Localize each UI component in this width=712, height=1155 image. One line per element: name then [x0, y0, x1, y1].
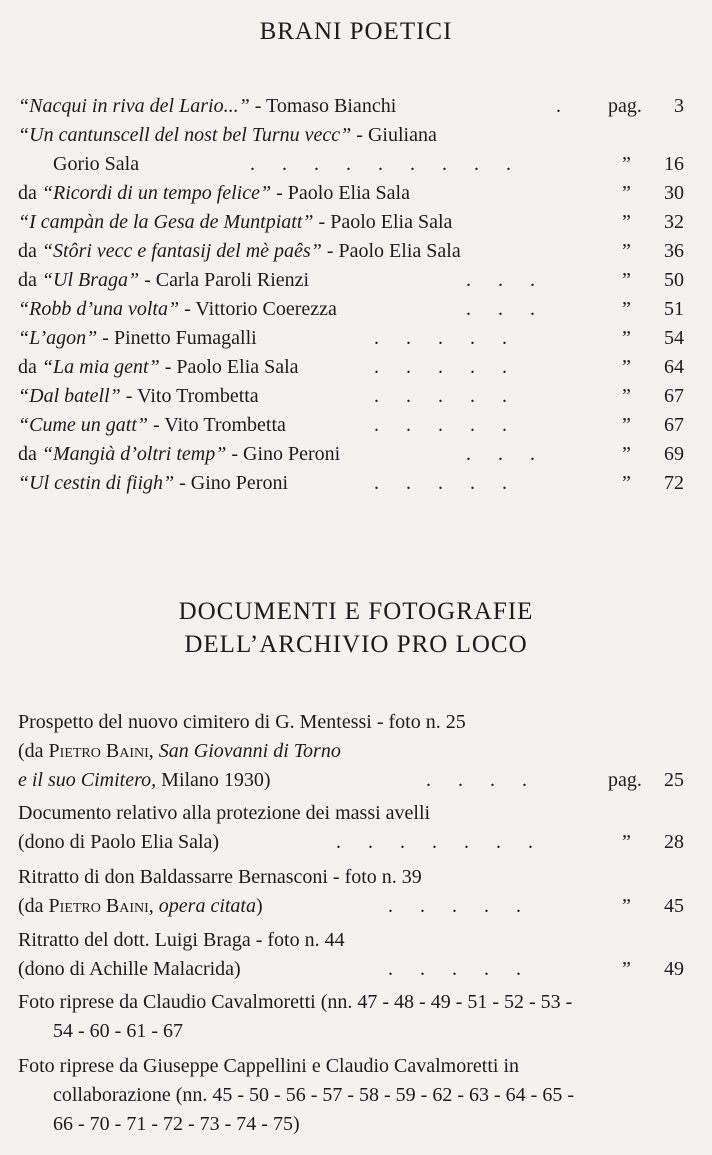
list-item	[18, 440, 684, 468]
document-description: Documento relativo alla protezione dei massi avelli	[18, 802, 431, 824]
document-entry-continuation: (da Pietro Baini, opera citata) . . . . . ” 45	[18, 892, 684, 920]
author-name: Pietro Baini	[48, 895, 149, 917]
poem-author: - Paolo Elia Sala	[321, 240, 461, 262]
ditto-mark: ”	[622, 327, 631, 349]
poem-title: “L’agon”	[18, 327, 98, 349]
book-title: San Giovanni di Torno	[158, 740, 341, 762]
poem-author: - Paolo Elia Sala	[313, 211, 453, 233]
poem-title: “Robb d’una volta”	[18, 298, 180, 320]
poem-author-continued: Gorio Sala	[53, 153, 140, 175]
leader-dots: . . .	[466, 298, 535, 320]
document-entry-continuation	[18, 1017, 684, 1045]
ditto-mark: ”	[622, 269, 631, 291]
photo-numbers: 54 - 60 - 61 - 67	[53, 1020, 183, 1042]
page-number: 30	[664, 182, 684, 204]
author-name: Pietro Baini	[48, 740, 149, 762]
leader-dots: . . .	[466, 443, 535, 465]
document-description: Ritratto di don Baldassarre Bernasconi - foto n. 39	[18, 866, 422, 888]
poem-title: “Ricordi di un tempo felice”	[41, 182, 272, 204]
ditto-mark: ”	[622, 356, 631, 378]
poem-title: “Un cantunscell del nost bel Turnu vecc”	[18, 124, 352, 146]
ditto-mark: ”	[622, 414, 631, 436]
page-label: pag.	[608, 769, 642, 791]
ditto-mark: ”	[622, 472, 631, 494]
leader-dots: . . . . .	[374, 356, 507, 378]
document-entry-continuation	[18, 1081, 684, 1109]
da-prefix: da	[18, 443, 42, 465]
list-item	[18, 295, 684, 323]
poem-title: “Ul Braga”	[41, 269, 140, 291]
list-item	[18, 353, 684, 381]
page-number: 45	[664, 895, 684, 917]
ditto-mark: ”	[622, 831, 631, 853]
book-title: e il suo Cimitero,	[18, 769, 157, 791]
ditto-mark: ”	[622, 958, 631, 980]
ditto-mark: ”	[622, 182, 631, 204]
poem-author: - Giuliana	[351, 124, 437, 146]
ditto-mark: ”	[622, 240, 631, 262]
document-entry-continuation	[18, 828, 684, 856]
leader-dots: . . . . . . . . .	[250, 153, 511, 175]
section-title-documenti-line1: DOCUMENTI E FOTOGRAFIE	[178, 598, 534, 625]
leader-dots: . . . .	[426, 769, 527, 791]
page-number: 54	[664, 327, 684, 349]
page-number: 51	[664, 298, 684, 320]
leader-dots: . . . . .	[374, 327, 507, 349]
list-item	[18, 121, 684, 149]
book-title: opera citata	[158, 895, 256, 917]
document-entry	[18, 799, 684, 827]
list-item	[18, 324, 684, 352]
list-item-continuation	[18, 150, 684, 178]
photo-numbers: collaborazione (nn. 45 - 50 - 56 - 57 - 58 - 59 - 62 - 63 - 64 - 65 -	[53, 1084, 574, 1106]
poem-author: - Carla Paroli Rienzi	[139, 269, 310, 291]
leader-dots: . . . . .	[374, 414, 507, 436]
document-description: Foto riprese da Giuseppe Cappellini e Claudio Cavalmoretti in	[18, 1055, 520, 1077]
poem-author: - Gino Peroni	[226, 443, 341, 465]
leader-dots: . . . . .	[374, 472, 507, 494]
ditto-mark: ”	[622, 385, 631, 407]
document-entry	[18, 863, 684, 891]
poem-title: “Mangià d’oltri temp”	[41, 443, 227, 465]
document-description: Foto riprese da Claudio Cavalmoretti (nn. 47 - 48 - 49 - 51 - 52 - 53 -	[18, 991, 573, 1013]
da-prefix: da	[18, 240, 42, 262]
page-number: 67	[664, 385, 684, 407]
page-number: 49	[664, 958, 684, 980]
document-entry-continuation: e il suo Cimitero, Milano 1930) . . . . pag. 25	[18, 766, 684, 794]
poem-title: “La mia gent”	[41, 356, 160, 378]
poem-author: - Vittorio Coerezza	[179, 298, 337, 320]
ditto-mark: ”	[622, 153, 631, 175]
poem-author: - Pinetto Fumagalli	[97, 327, 257, 349]
page-number: 32	[664, 211, 684, 233]
leader-dots: . . . . . . .	[336, 831, 533, 853]
document-entry	[18, 926, 684, 954]
document-entry	[18, 988, 684, 1016]
document-description: Prospetto del nuovo cimitero di G. Mentessi - foto n. 25	[18, 711, 466, 733]
list-item	[18, 382, 684, 410]
ditto-mark: ”	[622, 211, 631, 233]
poem-title: “Cume un gatt”	[18, 414, 149, 436]
list-item	[18, 92, 684, 120]
page-number: 67	[664, 414, 684, 436]
section-title-documenti-line2: DELL’ARCHIVIO PRO LOCO	[184, 631, 528, 658]
poem-title: “Stôri vecc e fantasij del mè paês”	[41, 240, 322, 262]
page-number: 36	[664, 240, 684, 262]
page-label: pag.	[608, 95, 642, 117]
poem-author: - Vito Trombetta	[120, 385, 259, 407]
ditto-mark: ”	[622, 443, 631, 465]
leader-dots: . . . . .	[388, 958, 521, 980]
poem-author: - Gino Peroni	[174, 472, 289, 494]
da-prefix: da	[18, 182, 42, 204]
list-item	[18, 469, 684, 497]
leader-dots: . . . . .	[388, 895, 521, 917]
ditto-mark: ”	[622, 895, 631, 917]
document-entry	[18, 1052, 684, 1080]
page-number: 16	[664, 153, 684, 175]
list-item	[18, 266, 684, 294]
document-source: (dono di Paolo Elia Sala)	[18, 831, 220, 853]
photo-numbers: 66 - 70 - 71 - 72 - 73 - 74 - 75)	[53, 1113, 300, 1135]
list-item	[18, 179, 684, 207]
ditto-mark: ”	[622, 298, 631, 320]
document-description: Ritratto del dott. Luigi Braga - foto n. 44	[18, 929, 345, 951]
document-entry	[18, 708, 684, 736]
poem-author: - Paolo Elia Sala	[159, 356, 299, 378]
poem-author: - Vito Trombetta	[148, 414, 286, 436]
document-source: (dono di Achille Malacrida)	[18, 958, 241, 980]
leader-dots: . . . . .	[374, 385, 507, 407]
poem-author: - Tomaso Bianchi	[249, 95, 397, 117]
section-title-brani-poetici: BRANI POETICI	[259, 18, 453, 45]
poem-title: “I campàn de la Gesa de Muntpiatt”	[18, 211, 314, 233]
leader-dots: . . .	[466, 269, 535, 291]
document-entry-continuation	[18, 955, 684, 983]
page-number: 3	[674, 95, 684, 117]
poem-author: - Paolo Elia Sala	[271, 182, 410, 204]
poem-title: “Dal batell”	[18, 385, 121, 407]
document-entry-continuation	[18, 1110, 684, 1138]
leader-dots: .	[556, 95, 561, 117]
da-prefix: da	[18, 356, 42, 378]
page-number: 50	[664, 269, 684, 291]
page-number: 25	[664, 769, 684, 791]
document-entry-continuation: (da Pietro Baini, San Giovanni di Torno	[18, 740, 341, 762]
list-item	[18, 208, 684, 236]
poem-title: “Ul cestin di fiigh”	[18, 472, 175, 494]
page-number: 28	[664, 831, 684, 853]
page-number: 72	[664, 472, 684, 494]
page-number: 64	[664, 356, 684, 378]
page-number: 69	[664, 443, 684, 465]
da-prefix: da	[18, 269, 42, 291]
list-item	[18, 237, 684, 265]
poem-title: “Nacqui in riva del Lario...”	[18, 95, 250, 117]
list-item	[18, 411, 684, 439]
